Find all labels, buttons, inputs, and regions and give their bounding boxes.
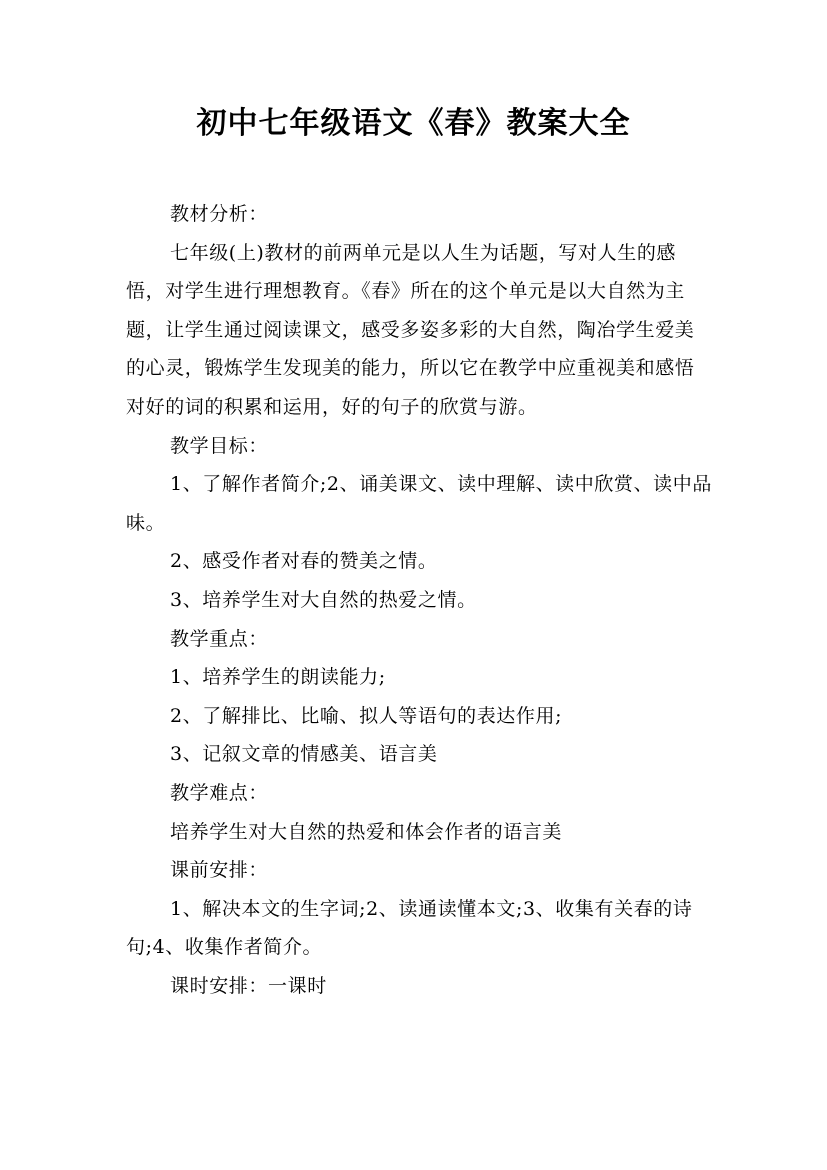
paragraph-schedule: 课时安排：一课时 bbox=[170, 974, 327, 997]
paragraph-goal-1: 1、了解作者简介;2、诵美课文、读中理解、读中欣赏、读中品味。 bbox=[126, 473, 712, 534]
paragraph-materials-analysis: 七年级(上)教材的前两单元是以人生为话题，写对人生的感悟，对学生进行理想教育。《春》所在的这个单元是以大自然为主题，让学生通过阅读课文，感受多姿多彩的大自然，陶冶学生爱美的心灵，锻炼学生发现美的能力，所以它在教学中应重视美和感悟对好的词的积累和运用，好的句子的欣赏与游。 bbox=[126, 241, 695, 418]
paragraph-goal-2: 2、感受作者对春的赞美之情。 bbox=[170, 550, 438, 573]
paragraph-goals-heading: 教学目标： bbox=[170, 434, 269, 457]
paragraph-difficulties-heading: 教学难点： bbox=[170, 781, 269, 804]
paragraph-materials-heading: 教材分析： bbox=[170, 203, 269, 225]
paragraph-preparation-heading: 课前安排： bbox=[170, 859, 269, 882]
paragraph-key-points-heading: 教学重点： bbox=[170, 627, 269, 650]
paragraph-key-point-2: 2、了解排比、比喻、拟人等语句的表达作用; bbox=[170, 704, 563, 727]
paragraph-difficulty: 培养学生对大自然的热爱和体会作者的语言美 bbox=[170, 820, 563, 843]
paragraph-goal-3: 3、培养学生对大自然的热爱之情。 bbox=[170, 588, 477, 611]
paragraph-key-point-3: 3、记叙文章的情感美、语言美 bbox=[170, 743, 438, 766]
paragraph-key-point-1: 1、培养学生的朗读能力; bbox=[170, 666, 386, 689]
paragraph-preparation: 1、解决本文的生字词;2、读通读懂本文;3、收集有关春的诗句;4、收集作者简介。 bbox=[126, 897, 693, 959]
document-body bbox=[126, 195, 712, 1005]
document-title: 初中七年级语文《春》教案大全 bbox=[196, 106, 631, 141]
